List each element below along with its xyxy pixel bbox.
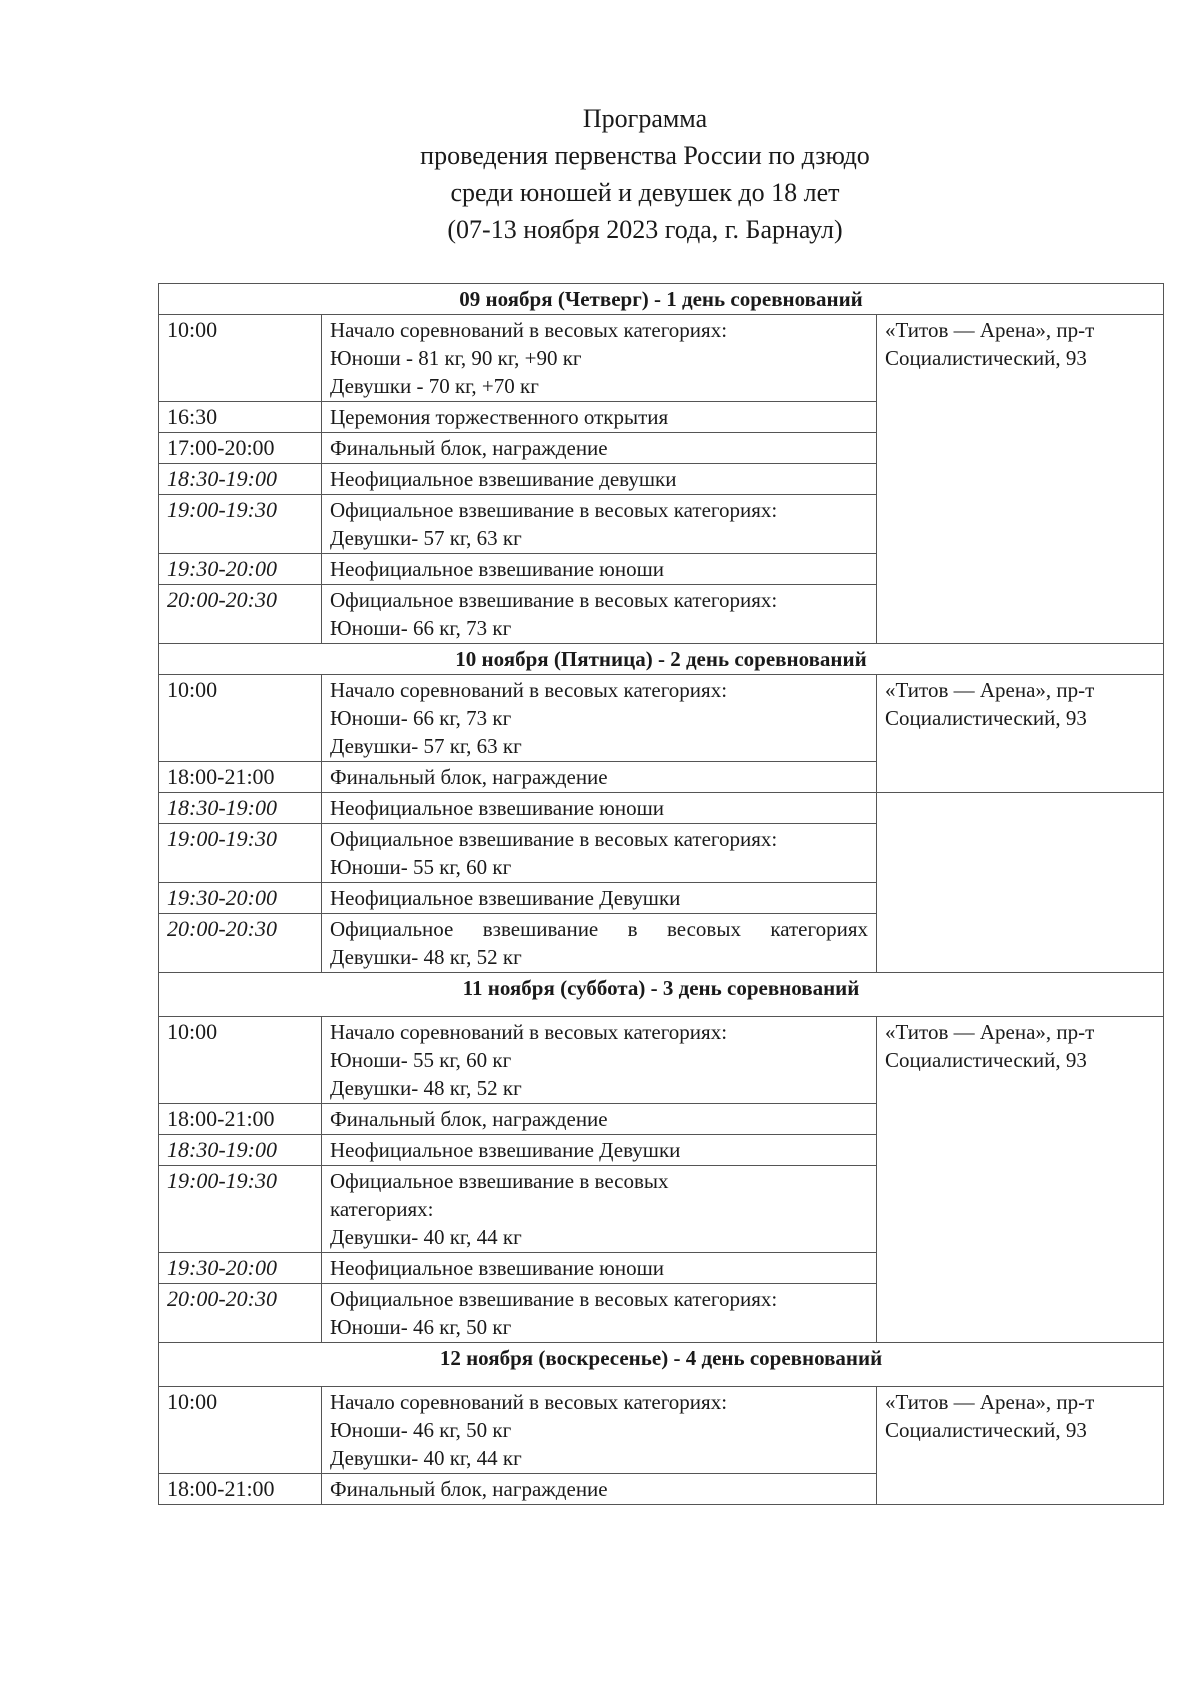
- day-header-row: [159, 1343, 1164, 1387]
- event-line: Финальный блок, награждение: [330, 1107, 608, 1131]
- event-time: 18:30-19:00: [159, 464, 322, 495]
- day-header-row: [159, 973, 1164, 1017]
- schedule-row: [159, 675, 1164, 762]
- event-description: [322, 914, 877, 973]
- event-line: Девушки- 48 кг, 52 кг: [330, 945, 522, 969]
- event-time: 17:00-20:00: [159, 433, 322, 464]
- event-time: 19:00-19:30: [159, 824, 322, 883]
- event-line: Девушки- 48 кг, 52 кг: [330, 1076, 522, 1100]
- venue-line: Социалистический, 93: [885, 706, 1087, 730]
- event-description: [322, 554, 877, 585]
- event-description: [322, 1104, 877, 1135]
- venue-line: «Титов — Арена», пр-т: [885, 678, 1095, 702]
- event-description: [322, 433, 877, 464]
- event-line: Девушки- 57 кг, 63 кг: [330, 734, 522, 758]
- event-time: 20:00-20:30: [159, 585, 322, 644]
- event-line: Юноши- 66 кг, 73 кг: [330, 616, 512, 640]
- event-time: 19:30-20:00: [159, 554, 322, 585]
- header-subtitle: проведения первенства России по дзюдо: [420, 141, 870, 170]
- event-description: [322, 675, 877, 762]
- event-line: Юноши- 66 кг, 73 кг: [330, 706, 512, 730]
- event-description: [322, 1387, 877, 1474]
- event-line: Официальное взвешивание в весовых категориях:: [330, 827, 778, 851]
- event-description: [322, 315, 877, 402]
- event-time: 10:00: [159, 675, 322, 762]
- event-time: 10:00: [159, 1387, 322, 1474]
- event-description: [322, 1284, 877, 1343]
- event-time: 20:00-20:30: [159, 914, 322, 973]
- event-time: 19:30-20:00: [159, 1253, 322, 1284]
- event-line: Официальное взвешивание в весовых категориях:: [330, 498, 778, 522]
- event-line: Начало соревнований в весовых категориях:: [330, 1020, 728, 1044]
- event-line: Официальное взвешивание в весовых: [330, 1169, 669, 1193]
- event-line: Неофициальное взвешивание юноши: [330, 557, 665, 581]
- event-time: 20:00-20:30: [159, 1284, 322, 1343]
- event-line: Официальное взвешивание в весовых категориях: [330, 917, 868, 941]
- event-time: 10:00: [159, 1017, 322, 1104]
- event-line: Юноши- 55 кг, 60 кг: [330, 855, 512, 879]
- event-line: Юноши- 46 кг, 50 кг: [330, 1315, 512, 1339]
- venue-empty: [877, 793, 1164, 973]
- event-line: Неофициальное взвешивание Девушки: [330, 886, 681, 910]
- venue: [877, 1017, 1164, 1343]
- event-description: [322, 1474, 877, 1505]
- venue: [877, 675, 1164, 793]
- event-description: [322, 1253, 877, 1284]
- event-line: Девушки- 40 кг, 44 кг: [330, 1446, 522, 1470]
- event-description: [322, 762, 877, 793]
- event-description: [322, 793, 877, 824]
- event-line: Официальное взвешивание в весовых категориях:: [330, 588, 778, 612]
- event-description: [322, 402, 877, 433]
- document-header: [0, 100, 1200, 248]
- event-line: Девушки- 57 кг, 63 кг: [330, 526, 522, 550]
- event-line: Начало соревнований в весовых категориях:: [330, 318, 728, 342]
- event-time: 19:00-19:30: [159, 1166, 322, 1253]
- event-description: [322, 1135, 877, 1166]
- event-line: Финальный блок, награждение: [330, 436, 608, 460]
- venue-line: «Титов — Арена», пр-т: [885, 1390, 1095, 1414]
- venue: [877, 1387, 1164, 1505]
- event-description: [322, 1166, 877, 1253]
- event-line: Начало соревнований в весовых категориях:: [330, 1390, 728, 1414]
- venue-line: «Титов — Арена», пр-т: [885, 318, 1095, 342]
- event-line: Юноши- 55 кг, 60 кг: [330, 1048, 512, 1072]
- event-time: 18:30-19:00: [159, 1135, 322, 1166]
- venue-line: Социалистический, 93: [885, 1048, 1087, 1072]
- event-description: [322, 464, 877, 495]
- day-header-row: [159, 284, 1164, 315]
- event-time: 18:30-19:00: [159, 793, 322, 824]
- event-description: [322, 585, 877, 644]
- event-time: 18:00-21:00: [159, 1474, 322, 1505]
- event-line: Начало соревнований в весовых категориях:: [330, 678, 728, 702]
- event-line: Девушки - 70 кг, +70 кг: [330, 374, 539, 398]
- event-time: 19:30-20:00: [159, 883, 322, 914]
- event-line: Финальный блок, награждение: [330, 1477, 608, 1501]
- event-description: [322, 883, 877, 914]
- schedule-table: [158, 283, 1164, 1505]
- event-line: Девушки- 40 кг, 44 кг: [330, 1225, 522, 1249]
- header-dates-location: (07-13 ноября 2023 года, г. Барнаул): [447, 215, 843, 244]
- venue-line: Социалистический, 93: [885, 346, 1087, 370]
- event-line: Неофициальное взвешивание Девушки: [330, 1138, 681, 1162]
- event-description: [322, 1017, 877, 1104]
- day-title: 09 ноября (Четверг) - 1 день соревнований: [159, 284, 1164, 315]
- venue-line: «Титов — Арена», пр-т: [885, 1020, 1095, 1044]
- event-line: Неофициальное взвешивание юноши: [330, 796, 665, 820]
- day-title: 10 ноября (Пятница) - 2 день соревнований: [159, 644, 1164, 675]
- event-time: 18:00-21:00: [159, 1104, 322, 1135]
- venue: [877, 315, 1164, 644]
- event-time: 10:00: [159, 315, 322, 402]
- schedule-row: [159, 1017, 1164, 1104]
- event-description: [322, 495, 877, 554]
- event-line: Юноши - 81 кг, 90 кг, +90 кг: [330, 346, 582, 370]
- event-time: 19:00-19:30: [159, 495, 322, 554]
- schedule-body: [159, 284, 1164, 1505]
- venue-line: Социалистический, 93: [885, 1418, 1087, 1442]
- event-line: Церемония торжественного открытия: [330, 405, 669, 429]
- event-line: категориях:: [330, 1197, 434, 1221]
- event-line: Юноши- 46 кг, 50 кг: [330, 1418, 512, 1442]
- event-time: 16:30: [159, 402, 322, 433]
- header-title: Программа: [582, 104, 708, 133]
- header-audience: среди юношей и девушек до 18 лет: [450, 178, 840, 207]
- day-title: 11 ноября (суббота) - 3 день соревнований: [159, 973, 1164, 1017]
- event-line: Неофициальное взвешивание девушки: [330, 467, 677, 491]
- event-time: 18:00-21:00: [159, 762, 322, 793]
- event-line: Неофициальное взвешивание юноши: [330, 1256, 665, 1280]
- schedule-row: [159, 1387, 1164, 1474]
- event-description: [322, 824, 877, 883]
- schedule-row: [159, 315, 1164, 402]
- schedule-row: [159, 793, 1164, 824]
- event-line: Официальное взвешивание в весовых категориях:: [330, 1287, 778, 1311]
- day-header-row: [159, 644, 1164, 675]
- event-line: Финальный блок, награждение: [330, 765, 608, 789]
- day-title: 12 ноября (воскресенье) - 4 день соревнований: [159, 1343, 1164, 1387]
